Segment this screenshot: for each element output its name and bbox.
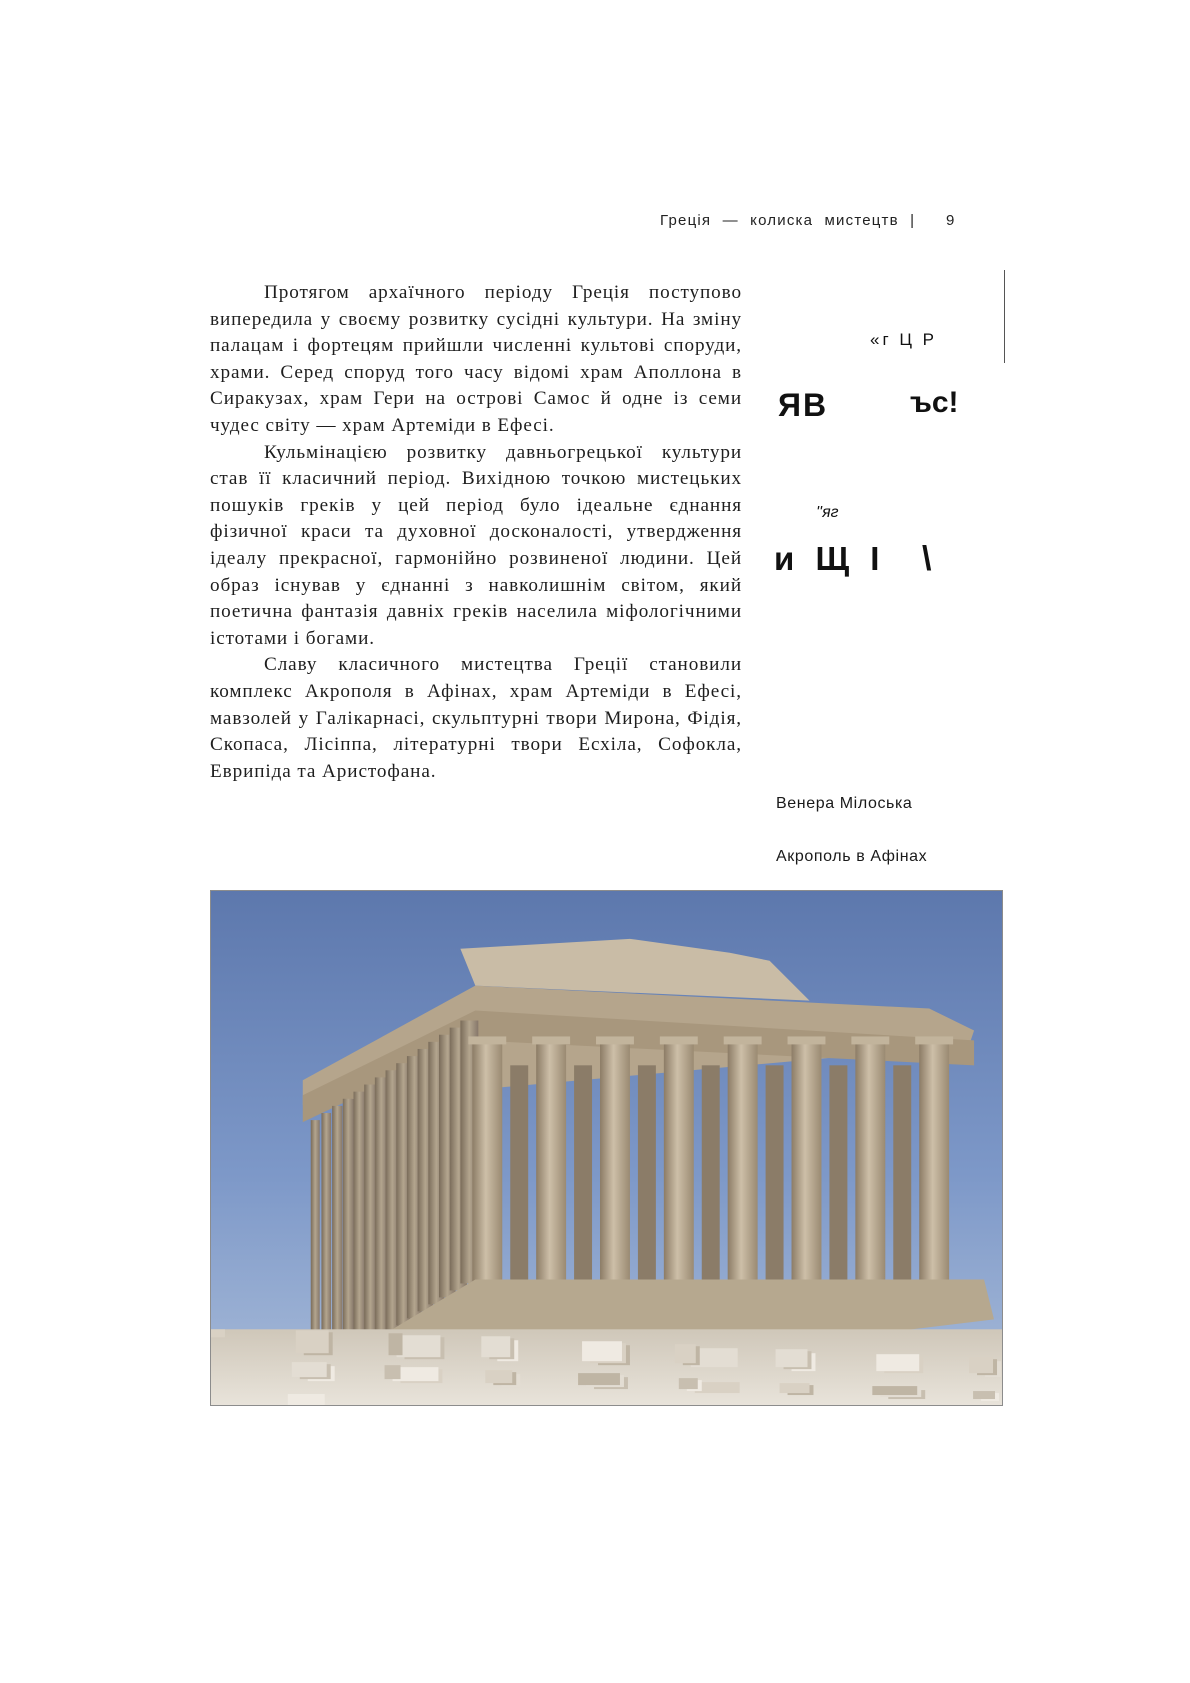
rubble-block — [389, 1333, 403, 1355]
column-capital — [851, 1036, 889, 1044]
column-inner — [574, 1065, 592, 1279]
caption-venus: Венера Мілоська — [776, 795, 913, 812]
column-capital — [915, 1036, 953, 1044]
column-inner — [510, 1065, 528, 1279]
column-capital — [468, 1036, 506, 1044]
rubble-block — [973, 1391, 995, 1399]
rubble-block — [397, 1335, 441, 1357]
column-inner — [702, 1065, 720, 1279]
parthenon-illustration — [211, 891, 1002, 1405]
rubble-block — [385, 1365, 401, 1379]
rubble-block — [876, 1354, 919, 1371]
glyph-line-4a: и Щ І — [774, 540, 886, 577]
rubble-block — [485, 1370, 512, 1383]
main-text — [210, 280, 742, 785]
rubble-block — [481, 1336, 510, 1357]
column-front — [600, 1040, 630, 1284]
paragraph-classical: Кульмінацією розвитку давньогрецької культури став її класичний період. Вихідною точкою мистецьких пошуків греків у цей період було ідеальне єднання фізичної краси та духовної досконалості, утвердження ідеалу прекрасної, гармонійно розвиненої людини. Цей образ існував у єднанні з навколишнім світом, який поетична фантазія давніх греків населила міфологічними істотами і богами. — [210, 441, 742, 649]
glyph-line-1: «г Ц Р — [870, 330, 938, 349]
paragraph-archaic: Протягом архаїчного періоду Греція поступово випередила у своєму розвитку сусідні культури. На зміну палацам і фортецям прийшли численні культові споруди, храми. Серед споруд того часу відомі храм Аполлона в Сиракузах, храм Гери на острові Самос й одне із семи чудес світу — храм Артеміди в Ефесі. — [210, 282, 742, 436]
glyph-line-2a: ЯВ — [778, 387, 829, 423]
page-number: 9 — [946, 212, 956, 229]
glyph-line-3: ''яг — [816, 504, 839, 521]
rubble-block — [578, 1373, 620, 1385]
rubble-block — [780, 1383, 810, 1393]
column-capital — [724, 1036, 762, 1044]
column-capital — [596, 1036, 634, 1044]
column-front — [855, 1040, 885, 1284]
column-front — [792, 1040, 822, 1284]
column-side — [364, 1085, 376, 1347]
glyph-line-2b: ъс! — [910, 386, 959, 419]
margin-rule — [1004, 270, 1005, 363]
column-side — [353, 1092, 365, 1354]
column-front — [536, 1040, 566, 1284]
column-inner — [766, 1065, 784, 1279]
column-inner — [638, 1065, 656, 1279]
rubble-block — [292, 1362, 327, 1377]
rubble-block — [872, 1386, 917, 1395]
column-capital — [788, 1036, 826, 1044]
column-front — [728, 1040, 758, 1284]
column-capital — [532, 1036, 570, 1044]
column-front — [664, 1040, 694, 1284]
caption-acropolis: Акрополь в Афінах — [776, 848, 928, 865]
running-title: Греція — колиска мистецтв | — [660, 212, 916, 229]
column-side — [343, 1099, 354, 1360]
rubble-block — [288, 1394, 325, 1405]
rubble-block — [675, 1344, 696, 1363]
column-inner — [829, 1065, 847, 1279]
rubble-block — [211, 1329, 225, 1337]
rubble-block — [776, 1349, 808, 1367]
rubble-block — [582, 1341, 622, 1361]
parthenon-photo — [210, 890, 1003, 1406]
column-inner — [893, 1065, 911, 1279]
column-capital — [660, 1036, 698, 1044]
column-side — [332, 1106, 342, 1367]
rubble-block — [969, 1357, 993, 1373]
paragraph-glory: Славу класичного мистецтва Греції становили комплекс Акрополя в Афінах, храм Артеміди в Ефесі, мавзолей у Галікарнасі, скульптурні твори Мирона, Фідія, Скопаса, Лісіппа, літературні твори Есхіла, Софокла, Еврипіда та Аристофана. — [210, 654, 742, 782]
glyph-line-4b: \ — [922, 540, 932, 578]
column-front — [472, 1040, 502, 1284]
rubble-block — [679, 1378, 698, 1389]
rubble-block — [296, 1330, 329, 1353]
column-front — [919, 1040, 949, 1284]
